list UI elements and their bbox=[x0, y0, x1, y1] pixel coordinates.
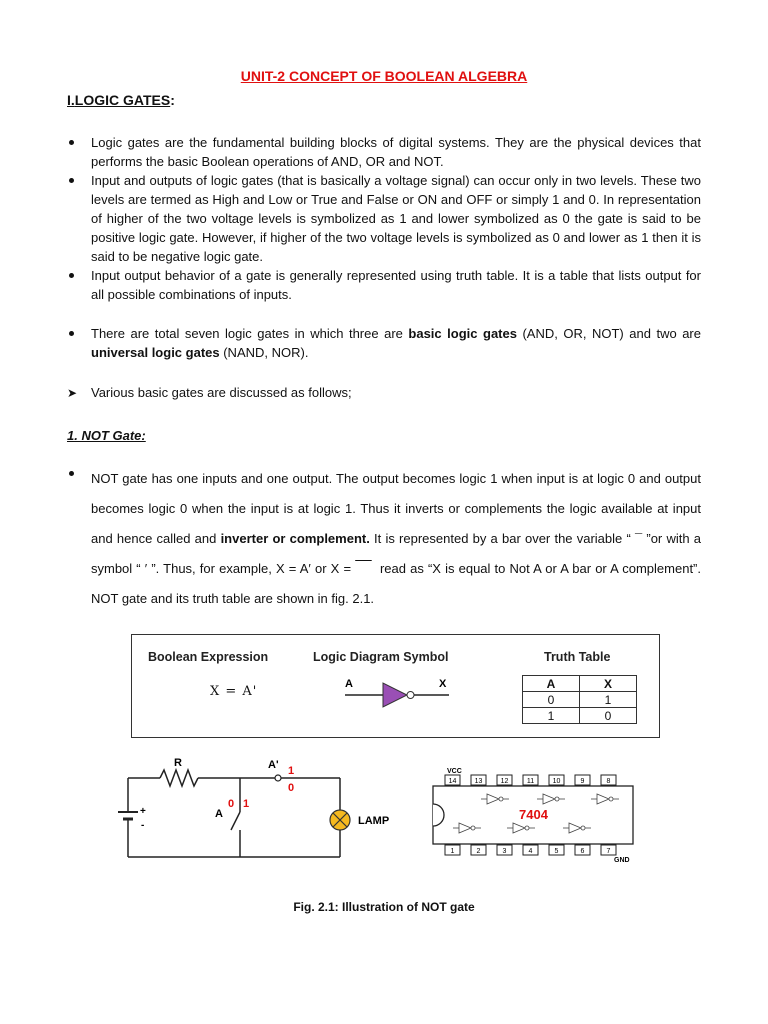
ic-top-pins bbox=[445, 775, 616, 785]
switch-zero: 0 bbox=[228, 798, 235, 810]
ic-pin-number: 12 bbox=[500, 778, 509, 785]
truth-table-header: A bbox=[523, 676, 580, 692]
ic-pin bbox=[523, 845, 538, 855]
truth-table-label: Truth Table bbox=[544, 650, 611, 664]
section-number: I. bbox=[67, 92, 75, 108]
battery-minus: - bbox=[141, 820, 145, 831]
switch-icon bbox=[231, 812, 240, 830]
ic-pin-number: 1 bbox=[450, 848, 455, 855]
ic-pin bbox=[549, 775, 564, 785]
battery-plus: + bbox=[140, 806, 146, 817]
arrow-note-text: Various basic gates are discussed as follows; bbox=[91, 385, 352, 400]
truth-table-cell: 1 bbox=[523, 708, 580, 724]
ic-vcc-label: VCC bbox=[447, 768, 462, 775]
text-run: (AND, OR, NOT) and two are bbox=[516, 326, 701, 341]
ic-pin-number: 8 bbox=[606, 778, 611, 785]
ic-pin bbox=[445, 775, 460, 785]
ic-pin bbox=[601, 775, 616, 785]
ic-pin-number: 2 bbox=[476, 848, 481, 855]
intro-bullet-list bbox=[67, 133, 701, 304]
output-node bbox=[275, 775, 281, 781]
ic-pin-number: 5 bbox=[554, 848, 559, 855]
text-run: NOT gate has one inputs and one output. The output becomes logic 1 when input is at logic 0 and output becomes logic 0 when the input is at logic 1. Thus it inverts or complements the logic available at input and hence called and bbox=[91, 471, 701, 546]
ic-pin bbox=[471, 775, 486, 785]
text-run: read as “X is equal to Not A or A bar or A complement”. NOT gate and its truth table are shown in fig. 2.1. bbox=[91, 561, 701, 606]
section-colon: : bbox=[170, 92, 175, 108]
ic-pin-number: 14 bbox=[448, 778, 457, 785]
seven-gates-bullet-list bbox=[67, 324, 701, 362]
bullet-item bbox=[67, 324, 701, 362]
truth-table-cell: 0 bbox=[580, 708, 637, 724]
ic-pin bbox=[549, 845, 564, 855]
ic-pin bbox=[601, 845, 616, 855]
arrow-bullet-icon: ➤ bbox=[67, 386, 78, 400]
ic-pin-number: 6 bbox=[580, 848, 585, 855]
gate-input-label: A bbox=[345, 678, 353, 690]
output-one: 1 bbox=[288, 765, 295, 777]
boolean-expression-label: Boolean Expression bbox=[148, 650, 269, 664]
lamp-label: LAMP bbox=[358, 815, 390, 827]
gate-output-label: X bbox=[439, 678, 447, 690]
ic-pin bbox=[523, 775, 538, 785]
bold-term: universal logic gates bbox=[91, 345, 220, 360]
truth-table-row bbox=[523, 692, 637, 708]
not-gate-switch-circuit bbox=[100, 750, 420, 865]
not-gate-figure-box bbox=[131, 634, 660, 738]
logic-diagram-label: Logic Diagram Symbol bbox=[313, 650, 449, 664]
resistor-label: R bbox=[174, 757, 182, 769]
bullet-item: Logic gates are the fundamental building blocks of digital systems. They are the physical devices that performs the basic Boolean operations of AND, OR and NOT. bbox=[67, 133, 701, 171]
ic-pin-number: 9 bbox=[580, 778, 585, 785]
output-label: A' bbox=[268, 759, 279, 771]
not-gate-bullet-list bbox=[67, 464, 701, 614]
bold-term: basic logic gates bbox=[408, 326, 517, 341]
text-run: It is represented by a bar over the variable “ ¯ ”or with a symbol “ ′ ”. Thus, for example, X = A′ or X = bbox=[91, 531, 701, 576]
gate-inversion-bubble bbox=[407, 692, 414, 699]
truth-table-row bbox=[523, 708, 637, 724]
ic-pin bbox=[575, 845, 590, 855]
figure-caption: Fig. 2.1: Illustration of NOT gate bbox=[293, 900, 475, 914]
text-run: There are total seven logic gates in which three are bbox=[91, 326, 409, 341]
text-run: (NAND, NOR). bbox=[219, 345, 309, 360]
switch-label: A bbox=[215, 808, 223, 820]
ic-7404-diagram bbox=[425, 762, 640, 867]
ic-pin bbox=[445, 845, 460, 855]
not-gate-heading: 1. NOT Gate: bbox=[67, 428, 146, 443]
bullet-item: Input output behavior of a gate is generally represented using truth table. It is a table that lists output for all possible combinations of inputs. bbox=[67, 266, 701, 304]
section-title: LOGIC GATES bbox=[74, 92, 171, 108]
arrow-note bbox=[67, 383, 352, 403]
switch-one: 1 bbox=[243, 798, 250, 810]
boolean-expression: X = A' bbox=[210, 684, 258, 699]
ic-pin bbox=[497, 845, 512, 855]
truth-table bbox=[522, 675, 637, 724]
truth-table-header: X bbox=[580, 676, 637, 692]
ic-pin-number: 10 bbox=[552, 778, 561, 785]
ic-gnd-label: GND bbox=[614, 857, 630, 864]
ic-part-number: 7404 bbox=[519, 807, 548, 822]
ic-pin-number: 3 bbox=[502, 848, 507, 855]
bold-term: inverter or complement. bbox=[220, 531, 370, 546]
truth-table-cell: 1 bbox=[580, 692, 637, 708]
ic-pin-number: 13 bbox=[474, 778, 483, 785]
ic-pin-number: 4 bbox=[528, 848, 533, 855]
ic-pin-number: 7 bbox=[606, 848, 611, 855]
not-gate-symbol bbox=[337, 675, 457, 711]
page-title: UNIT-2 CONCEPT OF BOOLEAN ALGEBRA bbox=[240, 68, 528, 84]
ic-bottom-pins bbox=[445, 845, 616, 855]
ic-pin bbox=[575, 775, 590, 785]
a-bar-symbol bbox=[355, 561, 372, 576]
output-zero: 0 bbox=[288, 782, 295, 794]
resistor-icon bbox=[160, 770, 198, 786]
truth-table-cell: 0 bbox=[523, 692, 580, 708]
section-heading bbox=[67, 92, 175, 108]
ic-pin bbox=[471, 845, 486, 855]
ic-pin bbox=[497, 775, 512, 785]
gate-triangle bbox=[383, 683, 407, 707]
ic-pin-number: 11 bbox=[526, 778, 535, 785]
bullet-item bbox=[67, 464, 701, 614]
bullet-item: Input and outputs of logic gates (that is basically a voltage signal) can occur only in two levels. These two levels are termed as High and Low or True and False or ON and OFF or simply 1 and 0. In representation of higher of the two voltage levels is symbolized as 1 and lower symbolized as 0 the gate is said to be positive logic gate. However, if higher of the two voltage levels is symbolized as 0 and lower as 1 then it is said to be negative logic gate. bbox=[67, 171, 701, 266]
truth-table-header-row bbox=[523, 676, 637, 692]
